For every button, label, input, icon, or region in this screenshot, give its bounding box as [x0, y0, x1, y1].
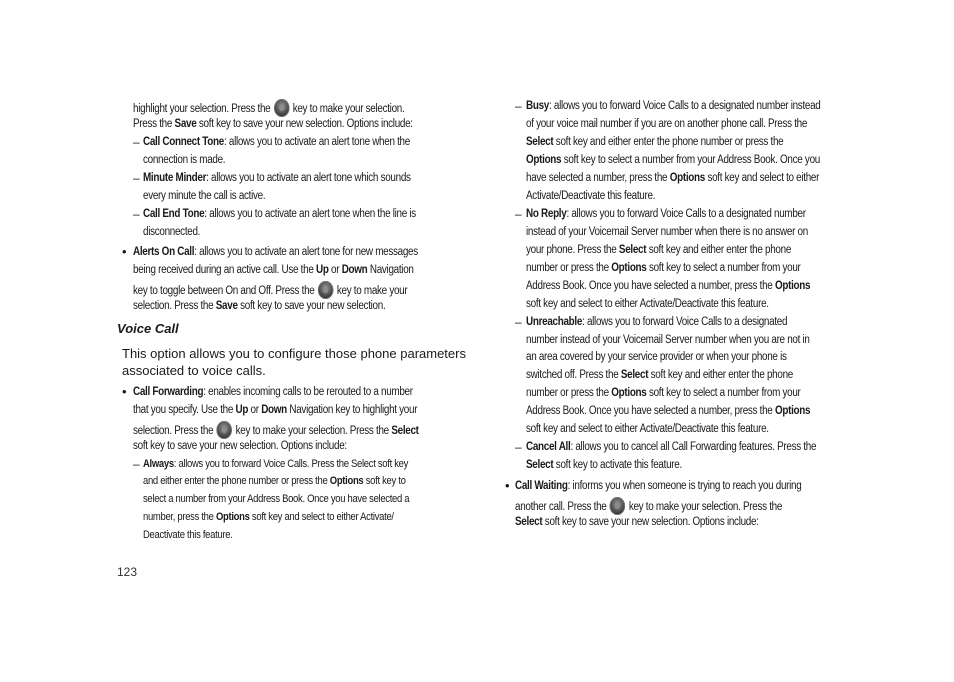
text: or — [331, 264, 340, 276]
always-line-3: select a number from your Address Book. Once you have selected a — [143, 493, 410, 505]
call-forwarding-line-2 — [133, 403, 417, 417]
text: or — [250, 404, 259, 416]
options-term: Options — [526, 154, 562, 166]
term: Busy — [526, 100, 549, 112]
options-term: Options — [669, 172, 705, 184]
busy-line-1 — [526, 99, 820, 113]
dash-marker: – — [515, 207, 522, 221]
text: soft key to save your new selection. Options include: — [198, 118, 413, 130]
alerts-on-call-line-2 — [133, 263, 414, 277]
intro-line-1 — [133, 99, 404, 117]
call-waiting-line-2 — [515, 497, 782, 515]
unreachable-line-7: soft key and select to either Activate/Deactivate this feature. — [526, 423, 769, 435]
save-term: Save — [215, 300, 238, 312]
unreachable-line-2: number instead of your Voicemail Server number when you are not in — [526, 334, 810, 346]
text: Address Book. Once you have selected a number, press the — [526, 280, 773, 292]
text: : allows you to forward Voice Calls. Press the Select soft key — [173, 458, 409, 470]
dash-marker: – — [515, 315, 522, 329]
text: highlight your selection. Press the — [133, 103, 271, 115]
text: : informs you when someone is trying to reach you during — [567, 480, 802, 492]
text: soft key to activate this feature. — [555, 459, 682, 471]
text: another call. Press the — [515, 501, 607, 513]
select-term: Select — [618, 244, 647, 256]
bullet-marker: • — [505, 478, 510, 493]
intro-line-2 — [133, 117, 413, 131]
call-connect-tone-line-2: connection is made. — [143, 154, 226, 166]
text: soft key to select a number from your — [648, 387, 801, 399]
minute-minder-line-2: every minute the call is active. — [143, 190, 266, 202]
cancel-all-line-2 — [526, 458, 682, 472]
text: that you specify. Use the — [133, 404, 234, 416]
select-term: Select — [620, 369, 649, 381]
options-term: Options — [611, 387, 647, 399]
navigation-key-icon — [318, 281, 333, 299]
always-line-1 — [143, 457, 408, 471]
no-reply-line-4 — [526, 261, 801, 275]
no-reply-line-3 — [526, 243, 791, 257]
no-reply-line-2: instead of your Voicemail Server number when there is no answer on — [526, 226, 808, 238]
navigation-key-icon — [274, 99, 289, 117]
text: soft key and select to either — [707, 172, 820, 184]
text: : allows you to forward Voice Calls to a designated number instead — [548, 100, 821, 112]
text: your phone. Press the — [526, 244, 617, 256]
dash-marker: – — [515, 99, 522, 113]
text: key to make your selection. Press the — [235, 425, 389, 437]
always-line-2 — [143, 474, 406, 488]
text: key to make your — [336, 285, 408, 297]
alerts-on-call-line-4 — [133, 299, 385, 313]
text: soft key to select a number from your Address Book. Once you — [563, 154, 820, 166]
term: Cancel All — [526, 441, 571, 453]
down-term: Down — [341, 264, 368, 276]
section-intro-line-2: associated to voice calls. — [122, 363, 266, 378]
term: Minute Minder — [143, 172, 207, 184]
up-term: Up — [315, 264, 329, 276]
term: Call Forwarding — [133, 386, 204, 398]
navigation-key-icon — [610, 497, 625, 515]
text: : allows you to activate an alert tone which sounds — [206, 172, 411, 184]
navigation-key-icon — [217, 421, 232, 439]
call-end-tone-line-1 — [143, 207, 416, 221]
dash-marker: – — [133, 171, 140, 185]
text: number, press the — [143, 511, 214, 523]
minute-minder-line-1 — [143, 171, 411, 185]
text: : enables incoming calls to be rerouted to a number — [203, 386, 413, 398]
call-waiting-line-3 — [515, 515, 759, 529]
no-reply-line-1 — [526, 207, 806, 221]
options-term: Options — [215, 511, 250, 523]
section-intro-line-1: This option allows you to configure those phone parameters — [122, 346, 466, 361]
call-waiting-line-1 — [515, 479, 801, 493]
text: soft key and select to either Activate/ — [251, 511, 394, 523]
text: soft key and either enter the phone number or press the — [555, 136, 784, 148]
term: Call Connect Tone — [143, 136, 224, 148]
save-term: Save — [174, 118, 197, 130]
text: selection. Press the — [133, 425, 214, 437]
text: soft key to save your new selection. — [240, 300, 386, 312]
unreachable-line-4 — [526, 368, 793, 382]
term: Call Waiting — [515, 480, 568, 492]
options-term: Options — [774, 405, 811, 417]
term: Call End Tone — [143, 208, 205, 220]
text: : allows you to cancel all Call Forwarding features. Press the — [570, 441, 817, 453]
text: : allows you to forward Voice Calls to a designated number — [566, 208, 806, 220]
always-line-5: Deactivate this feature. — [143, 529, 233, 541]
call-forwarding-line-4: soft key to save your new selection. Options include: — [133, 440, 347, 452]
unreachable-line-6 — [526, 404, 810, 418]
section-heading: Voice Call — [117, 321, 179, 336]
select-term: Select — [526, 459, 554, 471]
text: : allows you to activate an alert tone when the — [223, 136, 410, 148]
call-end-tone-line-2: disconnected. — [143, 226, 201, 238]
text: soft key to — [365, 475, 406, 487]
busy-line-6: Activate/Deactivate this feature. — [526, 190, 656, 202]
text: and either enter the phone number or press the — [143, 475, 328, 487]
alerts-on-call-line-1 — [133, 245, 418, 259]
text: : allows you to activate an alert tone when the line is — [204, 208, 416, 220]
no-reply-line-5 — [526, 279, 810, 293]
text: Navigation key to highlight your — [289, 404, 418, 416]
term: No Reply — [526, 208, 567, 220]
text: have selected a number, press the — [526, 172, 668, 184]
bullet-marker: • — [122, 384, 127, 399]
down-term: Down — [261, 404, 287, 416]
alerts-on-call-line-3 — [133, 281, 407, 299]
text: Press the — [133, 118, 173, 130]
term: Alerts On Call — [133, 246, 195, 258]
text: key to toggle between On and Off. Press the — [133, 285, 315, 297]
dash-marker: – — [515, 440, 522, 454]
cancel-all-line-1 — [526, 440, 816, 454]
select-term: Select — [526, 136, 554, 148]
call-forwarding-line-3 — [133, 421, 419, 439]
text: number or press the — [526, 387, 609, 399]
text: soft key and either enter the phone — [648, 244, 792, 256]
options-term: Options — [329, 475, 364, 487]
text: soft key to select a number from your — [648, 262, 801, 274]
text: soft key to save your new selection. Options include: — [544, 516, 759, 528]
unreachable-line-3: an area covered by your service provider or when your phone is — [526, 351, 787, 363]
options-term: Options — [774, 280, 811, 292]
call-forwarding-line-1 — [133, 385, 413, 399]
busy-line-2: of your voice mail number if you are on another phone call. Press the — [526, 118, 808, 130]
text: key to make your selection. Press the — [628, 501, 783, 513]
dash-marker: – — [133, 135, 140, 149]
text: : allows you to forward Voice Calls to a designated — [582, 316, 788, 328]
busy-line-4 — [526, 153, 820, 167]
busy-line-5 — [526, 171, 819, 185]
text: being received during an active call. Use the — [133, 264, 314, 276]
text: key to make your selection. — [292, 103, 405, 115]
text: selection. Press the — [133, 300, 214, 312]
text: switched off. Press the — [526, 369, 619, 381]
unreachable-line-1 — [526, 315, 787, 329]
options-term: Options — [611, 262, 647, 274]
bullet-marker: • — [122, 244, 127, 259]
page-number: 123 — [117, 565, 138, 579]
text: number or press the — [526, 262, 609, 274]
always-line-4 — [143, 510, 394, 524]
select-term: Select — [391, 425, 419, 437]
dash-marker: – — [133, 457, 140, 471]
call-connect-tone-line-1 — [143, 135, 410, 149]
busy-line-3 — [526, 135, 783, 149]
dash-marker: – — [133, 207, 140, 221]
text: soft key and either enter the phone — [650, 369, 793, 381]
unreachable-line-5 — [526, 386, 801, 400]
text: : allows you to activate an alert tone for new messages — [194, 246, 418, 258]
select-term: Select — [515, 516, 543, 528]
text: Navigation — [369, 264, 414, 276]
term: Always — [143, 458, 174, 470]
up-term: Up — [235, 404, 249, 416]
no-reply-line-6: soft key and select to either Activate/Deactivate this feature. — [526, 298, 769, 310]
text: Address Book. Once you have selected a number, press the — [526, 405, 773, 417]
term: Unreachable — [526, 316, 583, 328]
